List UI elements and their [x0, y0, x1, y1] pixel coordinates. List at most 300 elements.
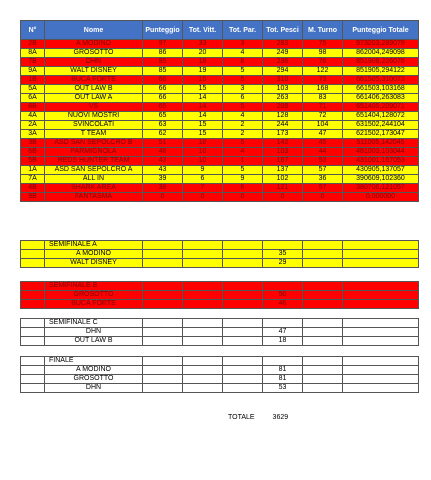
- ranking-table: [20, 20, 419, 202]
- row-punteggio-totale: 651404,128072: [343, 112, 419, 121]
- row-punteggio-totale: 431001,167053: [343, 157, 419, 166]
- table-row: [21, 130, 419, 139]
- row-m-turno: 36: [303, 175, 343, 184]
- row-nome: REDS HUNTER TEAM: [45, 157, 143, 166]
- group-title-row: [21, 241, 419, 250]
- row-nome: VS: [45, 103, 143, 112]
- finale-table: [20, 356, 419, 393]
- row-m-turno: 53: [303, 157, 343, 166]
- row-punteggio-totale: 430905,137057: [343, 166, 419, 175]
- list-item: [21, 384, 419, 393]
- team-name: GROSOTTO: [45, 291, 143, 300]
- empty-cell: [303, 300, 343, 309]
- row-punteggio: 66: [143, 94, 183, 103]
- empty-cell: [303, 375, 343, 384]
- row-nome: OUT LAW A: [45, 94, 143, 103]
- empty-cell: [303, 384, 343, 393]
- group-title-row: [21, 282, 419, 291]
- row-n: 5A: [21, 85, 45, 94]
- row-tot-par: 5: [223, 67, 263, 76]
- empty-cell: [223, 300, 263, 309]
- team-name: DHN: [45, 384, 143, 393]
- semifinale-a: [20, 240, 419, 268]
- row-punteggio: 43: [143, 157, 183, 166]
- empty-cell: [183, 366, 223, 375]
- empty-cell: [21, 259, 45, 268]
- table-row: [21, 103, 419, 112]
- row-punteggio: 62: [143, 130, 183, 139]
- empty-cell: [21, 300, 45, 309]
- row-punteggio: 43: [143, 166, 183, 175]
- table-row: [21, 121, 419, 130]
- empty-cell: [21, 319, 45, 328]
- row-punteggio: 97: [143, 40, 183, 49]
- row-tot-pesci: 310: [263, 76, 303, 85]
- row-nome: ASD SAN SEPOLCRO B: [45, 139, 143, 148]
- team-name: GROSOTTO: [45, 375, 143, 384]
- empty-cell: [303, 241, 343, 250]
- empty-cell: [143, 319, 183, 328]
- empty-cell: [183, 337, 223, 346]
- row-punteggio-totale: 380706,121057: [343, 184, 419, 193]
- row-punteggio-totale: 661503,103168: [343, 85, 419, 94]
- empty-cell: [263, 241, 303, 250]
- row-nome: WALT DISNEY: [45, 67, 143, 76]
- empty-cell: [343, 328, 419, 337]
- row-n: 3A: [21, 130, 45, 139]
- empty-cell: [223, 357, 263, 366]
- row-tot-pesci: 142: [263, 139, 303, 148]
- team-name: A MODINO: [45, 366, 143, 375]
- row-m-turno: 168: [303, 85, 343, 94]
- row-punteggio-totale: 511005,142045: [343, 139, 419, 148]
- row-tot-par: 1: [223, 157, 263, 166]
- row-punteggio: 51: [143, 139, 183, 148]
- team-score: 35: [263, 250, 303, 259]
- row-punteggio-totale: 851908,226076: [343, 58, 419, 67]
- empty-cell: [223, 291, 263, 300]
- empty-cell: [303, 259, 343, 268]
- group-title: SEMIFINALE C: [45, 319, 143, 328]
- list-item: [21, 366, 419, 375]
- table-row: [21, 157, 419, 166]
- row-n: 6A: [21, 94, 45, 103]
- row-tot-pesci: 263: [263, 94, 303, 103]
- empty-cell: [143, 282, 183, 291]
- empty-cell: [303, 282, 343, 291]
- row-tot-vitt: 10: [183, 148, 223, 157]
- empty-cell: [343, 300, 419, 309]
- list-item: [21, 328, 419, 337]
- row-n: 4B: [21, 184, 45, 193]
- row-tot-par: 6: [223, 184, 263, 193]
- row-tot-par: 5: [223, 103, 263, 112]
- header-n: N°: [21, 21, 45, 40]
- table-row: [21, 139, 419, 148]
- empty-cell: [223, 319, 263, 328]
- empty-cell: [303, 250, 343, 259]
- empty-cell: [303, 366, 343, 375]
- list-item: [21, 291, 419, 300]
- empty-cell: [143, 366, 183, 375]
- empty-cell: [143, 328, 183, 337]
- table-row: [21, 193, 419, 202]
- row-tot-vitt: 14: [183, 103, 223, 112]
- row-n: 7A: [21, 175, 45, 184]
- empty-cell: [143, 357, 183, 366]
- team-score: 50: [263, 291, 303, 300]
- totale: [228, 414, 288, 421]
- row-tot-pesci: 173: [263, 130, 303, 139]
- table-row: [21, 85, 419, 94]
- empty-cell: [263, 319, 303, 328]
- totale-label: TOTALE: [228, 414, 255, 421]
- row-tot-par: 4: [223, 49, 263, 58]
- row-punteggio-totale: 390609,102360: [343, 175, 419, 184]
- semifinale-c-table: [20, 318, 419, 346]
- row-nome: T TEAM: [45, 130, 143, 139]
- row-tot-vitt: 6: [183, 175, 223, 184]
- empty-cell: [183, 259, 223, 268]
- empty-cell: [143, 250, 183, 259]
- empty-cell: [343, 337, 419, 346]
- empty-cell: [143, 259, 183, 268]
- empty-cell: [303, 328, 343, 337]
- table-row: [21, 58, 419, 67]
- row-n: 1A: [21, 166, 45, 175]
- empty-cell: [223, 375, 263, 384]
- empty-cell: [143, 291, 183, 300]
- empty-cell: [303, 291, 343, 300]
- row-nome: A MODINO: [45, 40, 143, 49]
- row-n: 8A: [21, 49, 45, 58]
- table-row: [21, 40, 419, 49]
- row-m-turno: 98: [303, 49, 343, 58]
- empty-cell: [183, 328, 223, 337]
- row-m-turno: 76: [303, 58, 343, 67]
- group-title: SEMIFINALE A: [45, 241, 143, 250]
- row-tot-vitt: 15: [183, 121, 223, 130]
- row-nome: SHARK AREA: [45, 184, 143, 193]
- row-tot-pesci: 102: [263, 175, 303, 184]
- empty-cell: [21, 250, 45, 259]
- row-punteggio: 65: [143, 112, 183, 121]
- row-tot-par: 9: [223, 175, 263, 184]
- row-tot-pesci: 209: [263, 103, 303, 112]
- row-m-turno: 75: [303, 40, 343, 49]
- empty-cell: [183, 375, 223, 384]
- row-tot-vitt: 14: [183, 94, 223, 103]
- row-n: 8B: [21, 103, 45, 112]
- row-tot-pesci: 244: [263, 121, 303, 130]
- row-tot-vitt: 14: [183, 112, 223, 121]
- row-punteggio-totale: 621502,173047: [343, 130, 419, 139]
- row-tot-pesci: 137: [263, 166, 303, 175]
- empty-cell: [343, 384, 419, 393]
- empty-cell: [303, 319, 343, 328]
- ranking-body: [21, 40, 419, 202]
- empty-cell: [343, 319, 419, 328]
- empty-cell: [183, 384, 223, 393]
- row-tot-vitt: 33: [183, 40, 223, 49]
- list-item: [21, 259, 419, 268]
- empty-cell: [183, 319, 223, 328]
- row-n: 4A: [21, 112, 45, 121]
- team-score: 81: [263, 366, 303, 375]
- header-tot-vitt: Tot. Vitt.: [183, 21, 223, 40]
- header-nome: Nome: [45, 21, 143, 40]
- row-m-turno: 71: [303, 103, 343, 112]
- empty-cell: [223, 384, 263, 393]
- row-punteggio: 85: [143, 58, 183, 67]
- header-tot-pesci: Tot. Pesci: [263, 21, 303, 40]
- team-score: 81: [263, 375, 303, 384]
- row-nome: ASD SAN SEPOLCRO A: [45, 166, 143, 175]
- row-punteggio: 65: [143, 103, 183, 112]
- empty-cell: [183, 357, 223, 366]
- team-score: 18: [263, 337, 303, 346]
- empty-cell: [21, 366, 45, 375]
- table-row: [21, 94, 419, 103]
- row-tot-vitt: 19: [183, 67, 223, 76]
- empty-cell: [223, 259, 263, 268]
- row-tot-par: 0: [223, 193, 263, 202]
- row-tot-pesci: 167: [263, 157, 303, 166]
- row-punteggio: 86: [143, 49, 183, 58]
- row-nome: OUT LAW B: [45, 85, 143, 94]
- row-nome: PARMIGNOLA: [45, 148, 143, 157]
- row-n: 6B: [21, 148, 45, 157]
- row-punteggio-totale: 0,000000: [343, 193, 419, 202]
- empty-cell: [21, 291, 45, 300]
- empty-cell: [223, 250, 263, 259]
- row-nome: ALL IN: [45, 175, 143, 184]
- list-item: [21, 375, 419, 384]
- row-punteggio: 38: [143, 184, 183, 193]
- row-tot-pesci: 249: [263, 49, 303, 58]
- empty-cell: [263, 282, 303, 291]
- empty-cell: [303, 357, 343, 366]
- row-n: 3B: [21, 139, 45, 148]
- row-punteggio-totale: 661406,263083: [343, 94, 419, 103]
- row-tot-pesci: 121: [263, 184, 303, 193]
- group-title-row: [21, 357, 419, 366]
- empty-cell: [183, 241, 223, 250]
- empty-cell: [343, 366, 419, 375]
- table-row: [21, 166, 419, 175]
- empty-cell: [303, 337, 343, 346]
- header-tot-par: Tot. Par.: [223, 21, 263, 40]
- row-tot-pesci: 294: [263, 67, 303, 76]
- empty-cell: [343, 357, 419, 366]
- row-tot-vitt: 18: [183, 58, 223, 67]
- row-tot-par: 6: [223, 94, 263, 103]
- row-n: 5B: [21, 157, 45, 166]
- empty-cell: [143, 375, 183, 384]
- row-m-turno: 122: [303, 67, 343, 76]
- row-m-turno: 44: [303, 148, 343, 157]
- semifinale-a-table: [20, 240, 419, 268]
- empty-cell: [21, 337, 45, 346]
- table-row: [21, 175, 419, 184]
- semifinale-b: [20, 281, 419, 309]
- row-tot-par: 5: [223, 76, 263, 85]
- totale-value: 3629: [272, 414, 289, 421]
- row-tot-vitt: 15: [183, 85, 223, 94]
- row-tot-vitt: 0: [183, 193, 223, 202]
- empty-cell: [183, 291, 223, 300]
- empty-cell: [21, 384, 45, 393]
- table-row: [21, 112, 419, 121]
- row-punteggio: 63: [143, 121, 183, 130]
- empty-cell: [223, 366, 263, 375]
- row-tot-pesci: 128: [263, 112, 303, 121]
- team-score: 46: [263, 300, 303, 309]
- table-row: [21, 67, 419, 76]
- row-tot-par: 5: [223, 166, 263, 175]
- table-row: [21, 148, 419, 157]
- row-m-turno: 73: [303, 76, 343, 85]
- empty-cell: [343, 282, 419, 291]
- semifinale-c: [20, 318, 419, 346]
- empty-cell: [223, 328, 263, 337]
- row-m-turno: 83: [303, 94, 343, 103]
- table-row: [21, 184, 419, 193]
- row-punteggio: 66: [143, 85, 183, 94]
- row-tot-par: 3: [223, 40, 263, 49]
- team-name: OUT LAW B: [45, 337, 143, 346]
- team-name: A MODINO: [45, 250, 143, 259]
- empty-cell: [21, 357, 45, 366]
- row-tot-pesci: 236: [263, 58, 303, 67]
- row-m-turno: 0: [303, 193, 343, 202]
- row-tot-par: 2: [223, 130, 263, 139]
- row-tot-par: 8: [223, 58, 263, 67]
- row-tot-pesci: 0: [263, 193, 303, 202]
- row-tot-pesci: 103: [263, 148, 303, 157]
- row-tot-par: 3: [223, 85, 263, 94]
- empty-cell: [223, 337, 263, 346]
- row-tot-vitt: 9: [183, 166, 223, 175]
- row-m-turno: 104: [303, 121, 343, 130]
- row-punteggio: 0: [143, 193, 183, 202]
- row-tot-pesci: 103: [263, 85, 303, 94]
- row-punteggio: 85: [143, 67, 183, 76]
- row-m-turno: 72: [303, 112, 343, 121]
- row-tot-vitt: 10: [183, 157, 223, 166]
- table-row: [21, 49, 419, 58]
- row-punteggio: 48: [143, 148, 183, 157]
- group-title: FINALE: [45, 357, 143, 366]
- row-punteggio-totale: 651405,209071: [343, 103, 419, 112]
- empty-cell: [223, 241, 263, 250]
- ranking-header-row: [21, 21, 419, 40]
- empty-cell: [183, 250, 223, 259]
- team-score: 29: [263, 259, 303, 268]
- row-tot-pesci: 283: [263, 40, 303, 49]
- empty-cell: [21, 282, 45, 291]
- table-row: [21, 76, 419, 85]
- row-nome: FANTASMA: [45, 193, 143, 202]
- empty-cell: [21, 241, 45, 250]
- row-n: 7B: [21, 58, 45, 67]
- empty-cell: [143, 384, 183, 393]
- empty-cell: [263, 357, 303, 366]
- row-m-turno: 45: [303, 139, 343, 148]
- empty-cell: [183, 300, 223, 309]
- empty-cell: [143, 241, 183, 250]
- row-nome: DHN: [45, 58, 143, 67]
- row-punteggio: 66: [143, 76, 183, 85]
- ranking-sheet: [20, 20, 418, 202]
- group-title-row: [21, 319, 419, 328]
- row-m-turno: 47: [303, 130, 343, 139]
- row-tot-vitt: 10: [183, 139, 223, 148]
- row-tot-vitt: 15: [183, 130, 223, 139]
- row-punteggio-totale: 661505,310073: [343, 76, 419, 85]
- team-score: 47: [263, 328, 303, 337]
- empty-cell: [223, 282, 263, 291]
- empty-cell: [343, 375, 419, 384]
- team-score: 53: [263, 384, 303, 393]
- row-tot-par: 2: [223, 121, 263, 130]
- team-name: DHN: [45, 328, 143, 337]
- row-n: 9A: [21, 67, 45, 76]
- empty-cell: [143, 337, 183, 346]
- row-punteggio: 39: [143, 175, 183, 184]
- row-n: 2A: [21, 121, 45, 130]
- team-name: WALT DISNEY: [45, 259, 143, 268]
- empty-cell: [21, 328, 45, 337]
- empty-cell: [343, 259, 419, 268]
- row-nome: NUOVI MOSTRI: [45, 112, 143, 121]
- empty-cell: [183, 282, 223, 291]
- empty-cell: [343, 291, 419, 300]
- empty-cell: [343, 241, 419, 250]
- row-nome: GROSOTTO: [45, 49, 143, 58]
- list-item: [21, 250, 419, 259]
- finale: [20, 356, 419, 393]
- row-punteggio-totale: 481003,103044: [343, 148, 419, 157]
- list-item: [21, 337, 419, 346]
- row-nome: BUCA FORTE: [45, 76, 143, 85]
- row-punteggio-totale: 973203,289079: [343, 40, 419, 49]
- row-n: 1B: [21, 76, 45, 85]
- empty-cell: [21, 375, 45, 384]
- row-nome: SVINCOLATI: [45, 121, 143, 130]
- row-punteggio-totale: 631502,244104: [343, 121, 419, 130]
- row-punteggio-totale: 862004,249098: [343, 49, 419, 58]
- row-m-turno: 57: [303, 166, 343, 175]
- row-tot-vitt: 15: [183, 76, 223, 85]
- semifinale-b-table: [20, 281, 419, 309]
- row-tot-par: 5: [223, 139, 263, 148]
- list-item: [21, 300, 419, 309]
- group-title: SEMIFINALE B: [45, 282, 143, 291]
- empty-cell: [343, 250, 419, 259]
- header-punteggio-totale: Punteggio Totale: [343, 21, 419, 40]
- row-n: 2B: [21, 40, 45, 49]
- header-m-turno: M. Turno: [303, 21, 343, 40]
- row-punteggio-totale: 851905,294122: [343, 67, 419, 76]
- row-n: 9B: [21, 193, 45, 202]
- row-tot-vitt: 20: [183, 49, 223, 58]
- empty-cell: [143, 300, 183, 309]
- header-punteggio: Punteggio: [143, 21, 183, 40]
- row-tot-vitt: 7: [183, 184, 223, 193]
- row-tot-par: 4: [223, 112, 263, 121]
- team-name: BUCA FORTE: [45, 300, 143, 309]
